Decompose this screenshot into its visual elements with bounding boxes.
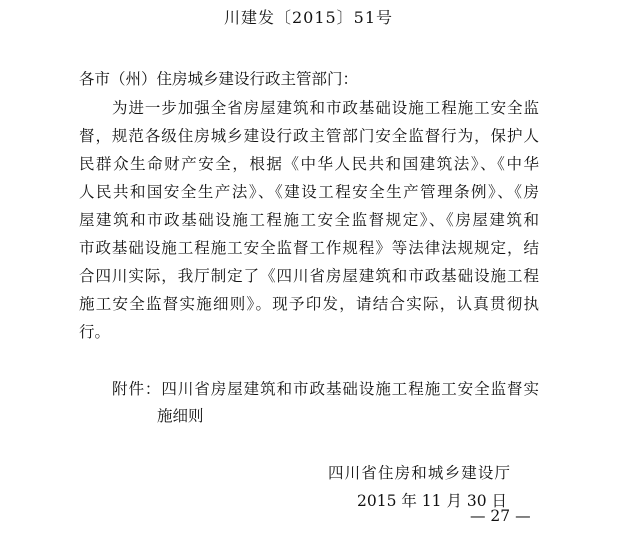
body-line-9: 行。	[79, 323, 111, 341]
document-number: 川建发〔2015〕51号	[223, 8, 394, 27]
attachment-line-1: 附件：四川省房屋建筑和市政基础设施工程施工安全监督实	[112, 380, 539, 398]
body-line-5: 屋建筑和市政基础设施工程施工安全监督规定》、《房屋建筑和	[79, 211, 539, 229]
issue-date: 2015 年 11 月 30 日	[357, 492, 508, 510]
body-line-8: 施工安全监督实施细则》。现予印发，请结合实际，认真贯彻执	[79, 295, 539, 313]
page-number: — 27 —	[470, 507, 531, 525]
body-line-1: 为进一步加强全省房屋建筑和市政基础设施工程施工安全监	[112, 99, 539, 117]
body-line-7: 合四川实际，我厅制定了《四川省房屋建筑和市政基础设施工程	[79, 267, 539, 285]
salutation: 各市（州）住房城乡建设行政主管部门：	[79, 70, 359, 88]
body-line-4: 人民共和国安全生产法》、《建设工程安全生产管理条例》、《房	[79, 183, 539, 201]
body-line-2: 督，规范各级住房城乡建设行政主管部门安全监督行为，保护人	[79, 127, 539, 145]
attachment-line-2: 施细则	[157, 407, 204, 425]
issuer-name: 四川省住房和城乡建设厅	[328, 464, 510, 482]
body-line-6: 市政基础设施工程施工安全监督工作规程》等法律法规规定，结	[79, 239, 539, 257]
body-line-3: 民群众生命财产安全，根据《中华人民共和国建筑法》、《中华	[79, 155, 539, 173]
